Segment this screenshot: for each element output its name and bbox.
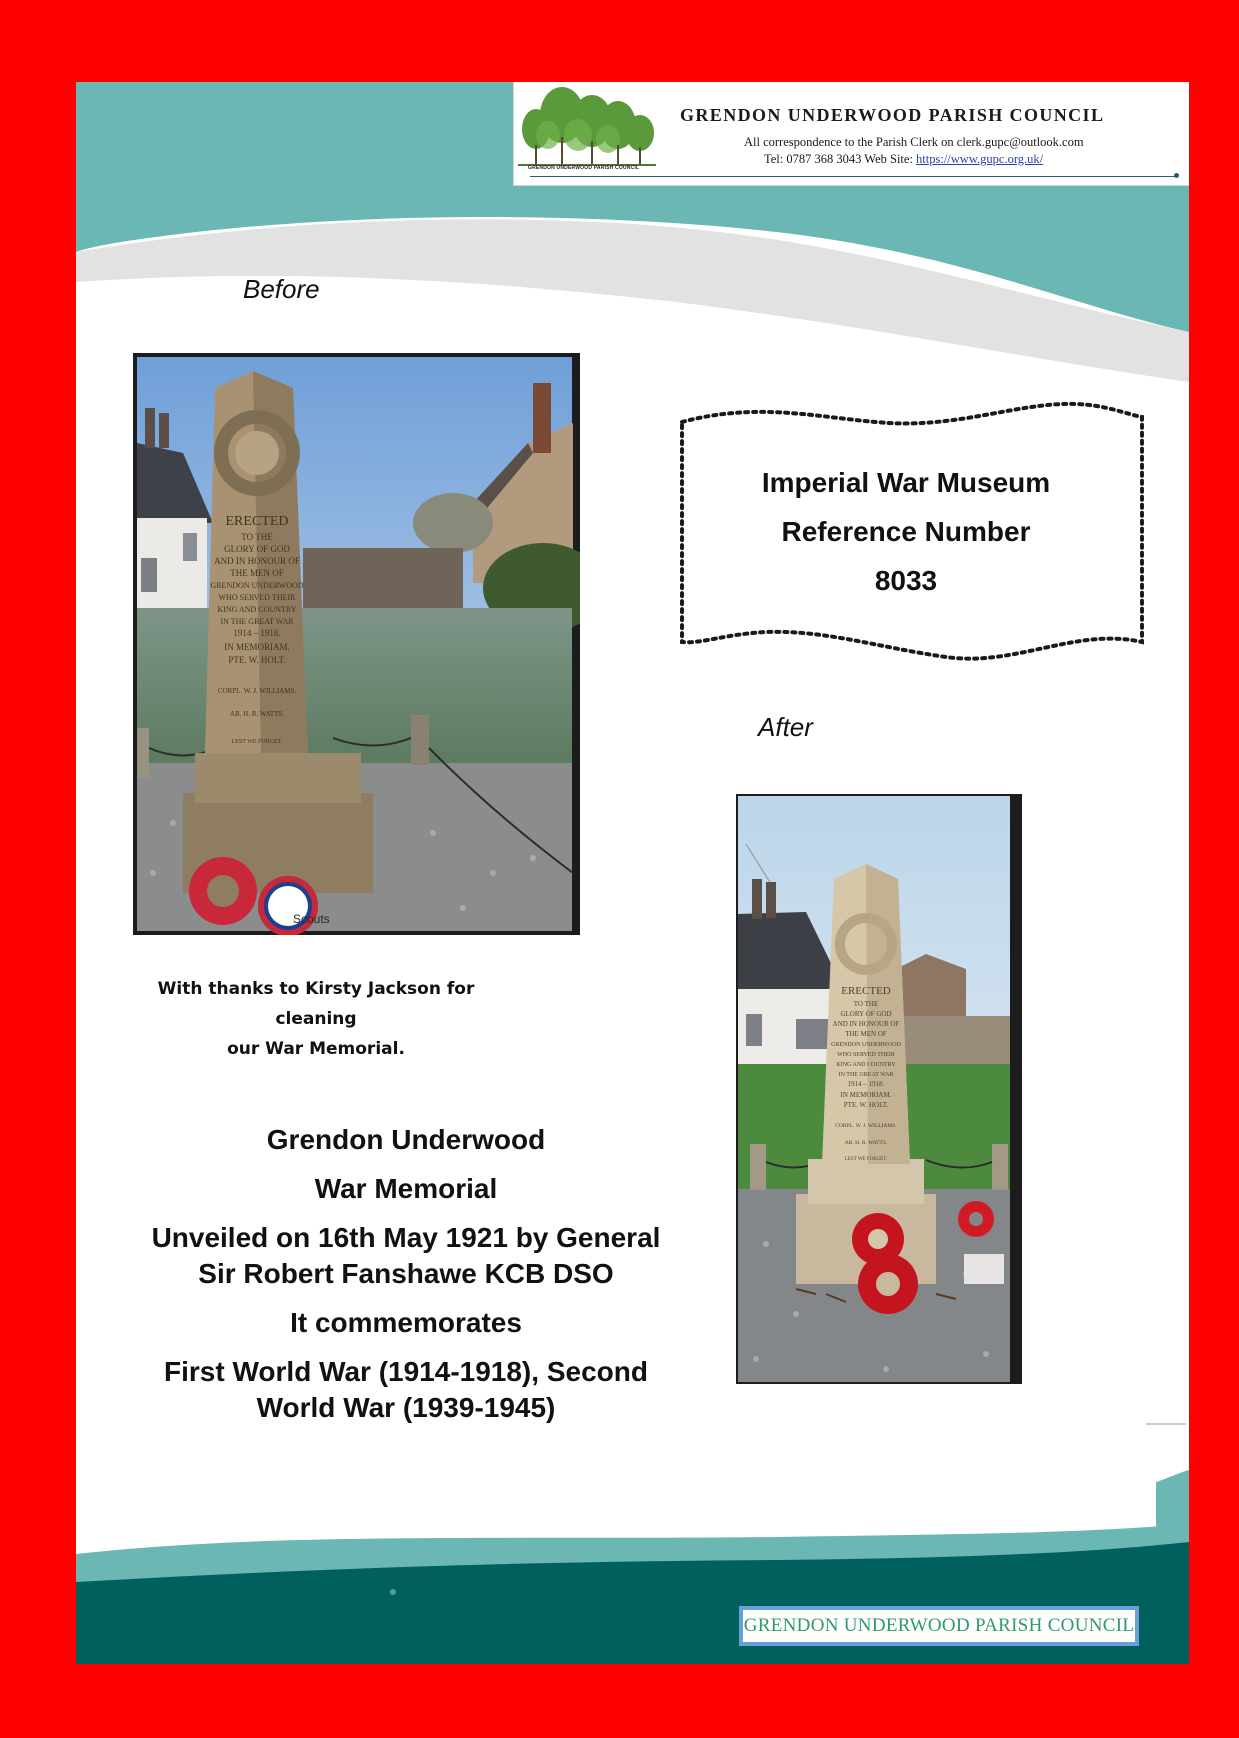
- inscription-erected: ERECTED: [225, 514, 289, 529]
- website-link[interactable]: https://www.gupc.org.uk/: [916, 152, 1044, 166]
- after-inscription-name: CORPL. W. J. WILLIAMS.: [835, 1123, 897, 1129]
- before-memorial-image: [133, 353, 580, 935]
- inscription-line: GRENDON UNDERWOOD: [210, 581, 304, 590]
- header-divider: [530, 176, 1177, 177]
- after-inscription-line: WHO SERVED THEIR: [837, 1052, 895, 1058]
- after-inscription-name: AB. H. R. WATTS.: [844, 1140, 888, 1146]
- after-inscription-line: GLORY OF GOD: [840, 1010, 892, 1018]
- thanks-note: [116, 974, 516, 1064]
- after-inscription-line: KING AND COUNTRY: [836, 1062, 896, 1068]
- after-inscription-line: THE MEN OF: [845, 1030, 887, 1038]
- contact-line: All correspondence to the Parish Clerk on clerk.gupc@outlook.com: [744, 135, 1084, 149]
- inscription-name: PTE. W. HOLT.: [228, 655, 286, 665]
- after-inscription-line: GRENDON UNDERWOOD: [831, 1042, 901, 1048]
- after-inscription-line: IN THE GREAT WAR: [838, 1072, 894, 1078]
- footer-badge: GRENDON UNDERWOOD PARISH COUNCIL: [739, 1606, 1139, 1646]
- scouts-wreath-label: Scouts: [293, 912, 330, 926]
- logo-caption: GRENDON UNDERWOOD PARISH COUNCIL: [528, 165, 640, 171]
- poster-page: [76, 82, 1189, 1664]
- after-memorial-image: [736, 794, 1022, 1384]
- inscription-name: AB. H. R. WATTS.: [229, 710, 285, 718]
- header-divider-dot: [1174, 173, 1179, 178]
- inscription-line: THE MEN OF: [230, 568, 284, 578]
- memorial-title-line-1: Grendon Underwood: [266, 1124, 546, 1155]
- tel-text: Tel: 0787 368 3043 Web Site:: [764, 152, 917, 166]
- inscription-line: TO THE: [241, 532, 273, 542]
- after-inscription-years: 1914 – 1918.: [847, 1080, 885, 1088]
- reference-line-1: Imperial War Museum: [761, 467, 1051, 498]
- after-inscription-line: AND IN HONOUR OF: [832, 1020, 900, 1028]
- memorial-commemorates: It commemorates: [290, 1307, 522, 1338]
- after-inscription-memoriam: IN MEMORIAM.: [840, 1091, 892, 1099]
- after-inscription-lest: LEST WE FORGET.: [844, 1157, 888, 1162]
- reference-text: [676, 458, 1136, 605]
- after-photo: [736, 794, 1022, 1384]
- inscription-line: IN THE GREAT WAR: [220, 617, 294, 626]
- before-caption: Before: [243, 274, 320, 304]
- after-inscription-name: PTE. W. HOLT.: [843, 1101, 889, 1109]
- reference-number: 8033: [874, 565, 938, 596]
- thanks-line-1: With thanks to Kirsty Jackson for cleaning: [157, 979, 475, 1029]
- inscription-line: GLORY OF GOD: [224, 544, 290, 554]
- after-inscription-erected: ERECTED: [841, 985, 891, 997]
- trees-logo-icon: [518, 85, 656, 169]
- before-photo: [133, 353, 580, 935]
- after-caption: After: [758, 712, 813, 742]
- tel-line: [764, 152, 1043, 167]
- memorial-wars: First World War (1914-1918), Second World War (1939-1945): [164, 1356, 648, 1423]
- letterhead-banner: [513, 82, 1189, 186]
- inscription-memoriam: IN MEMORIAM.: [224, 642, 290, 652]
- inscription-lest: LEST WE FORGET.: [231, 739, 283, 745]
- inscription-name: CORPL. W. J. WILLIAMS.: [217, 687, 297, 695]
- after-inscription-line: TO THE: [853, 1000, 879, 1008]
- council-name-heading: GRENDON UNDERWOOD PARISH COUNCIL: [680, 105, 1105, 125]
- inscription-line: WHO SERVED THEIR: [218, 593, 296, 602]
- inscription-years: 1914 – 1918.: [233, 628, 281, 638]
- inscription-line: AND IN HONOUR OF: [214, 556, 300, 566]
- memorial-details: [146, 1122, 666, 1439]
- inscription-line: KING AND COUNTRY: [217, 605, 297, 614]
- reference-line-2: Reference Number: [781, 516, 1031, 547]
- thanks-line-2: our War Memorial.: [227, 1039, 405, 1059]
- memorial-title-line-2: War Memorial: [314, 1173, 498, 1204]
- memorial-unveiled: Unveiled on 16th May 1921 by General Sir Robert Fanshawe KCB DSO: [151, 1222, 661, 1289]
